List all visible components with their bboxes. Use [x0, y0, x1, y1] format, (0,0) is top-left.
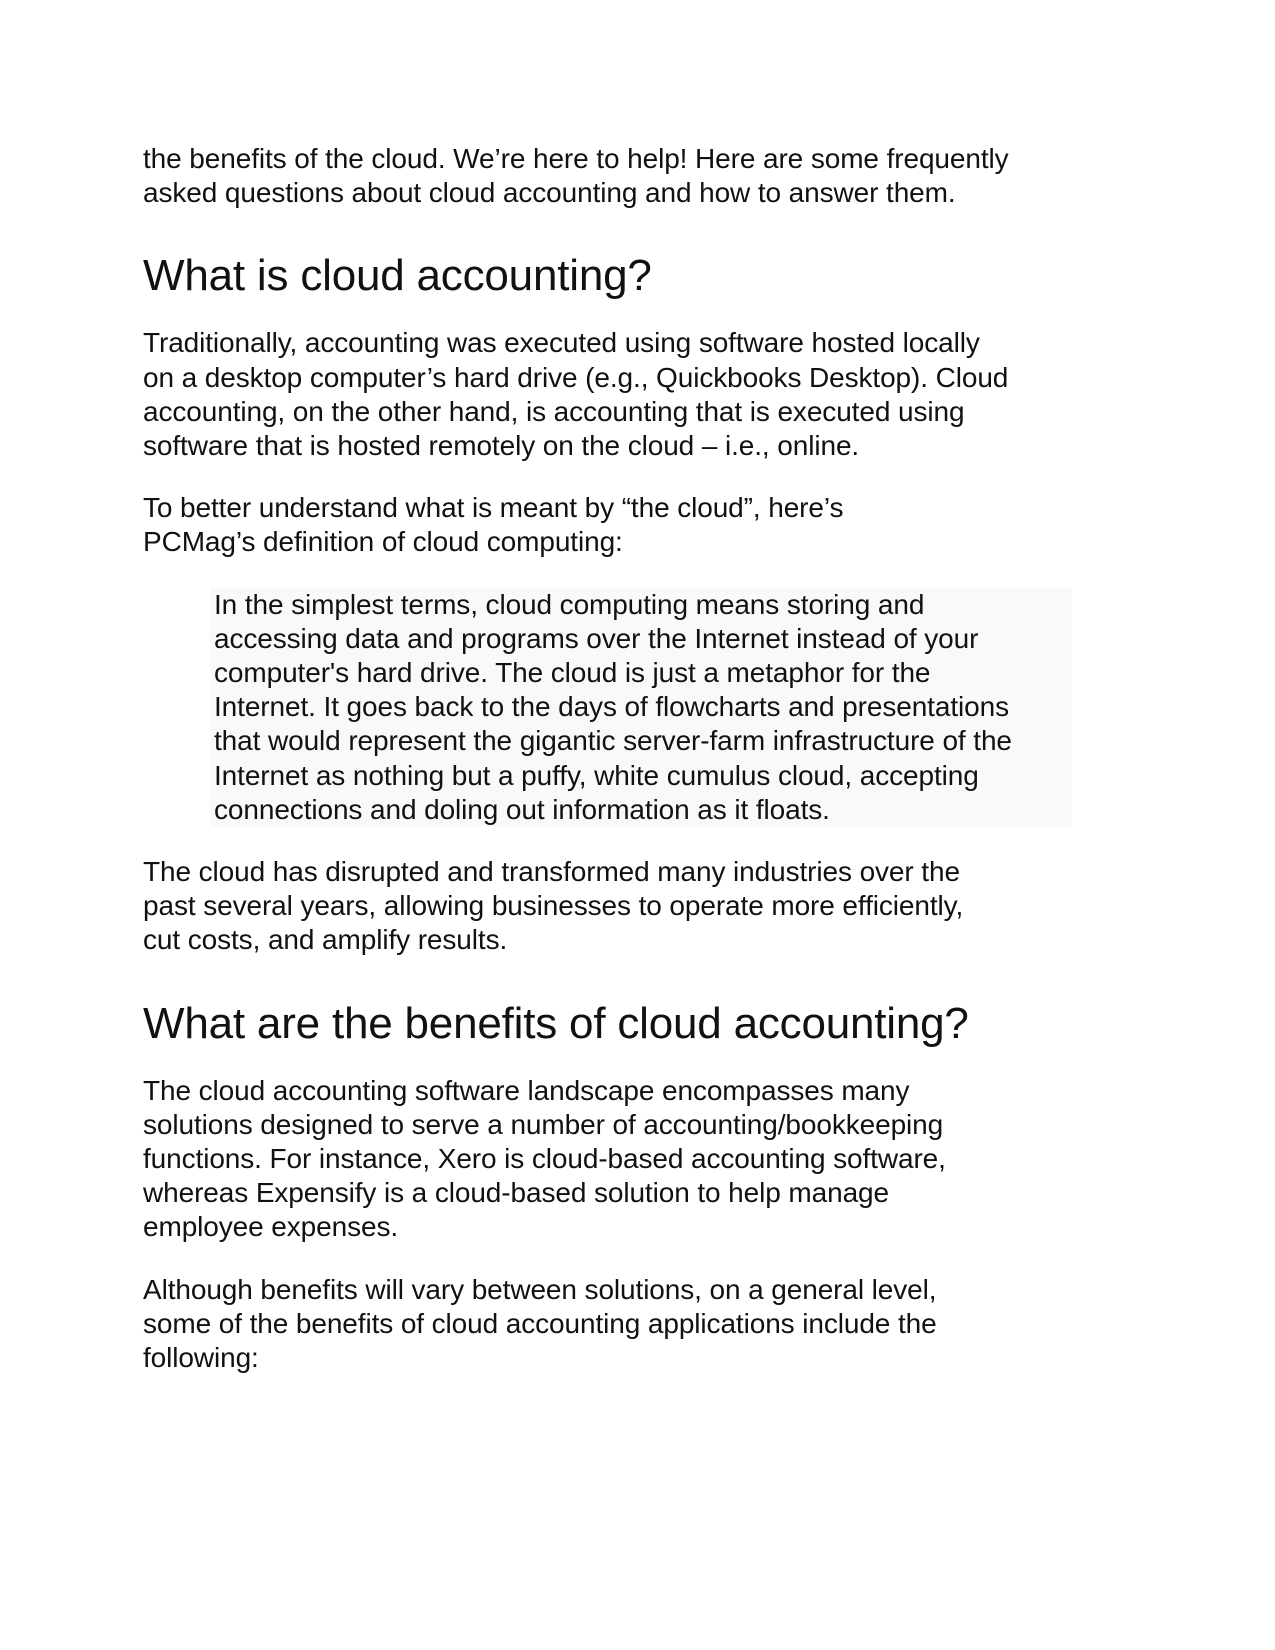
- text-line: solutions designed to serve a number of accounting/bookkeeping: [143, 1108, 944, 1140]
- text-line: employee expenses.: [143, 1211, 399, 1243]
- text-line: that would represent the gigantic server-farm infrastructure of the: [214, 725, 1012, 757]
- paragraph-software-landscape: [143, 1074, 1083, 1245]
- text-line: The cloud accounting software landscape encompasses many: [143, 1074, 910, 1106]
- text-line: In the simplest terms, cloud computing means storing and: [214, 588, 925, 620]
- text-line: whereas Expensify is a cloud-based solution to help manage: [143, 1177, 889, 1209]
- text-line: Internet. It goes back to the days of flowcharts and presentations: [214, 691, 1009, 723]
- text-line: asked questions about cloud accounting and how to answer them.: [143, 177, 956, 209]
- text-line: following:: [143, 1342, 259, 1374]
- text-line: some of the benefits of cloud accounting applications include the: [143, 1307, 937, 1339]
- text-line: Although benefits will vary between solutions, on a general level,: [143, 1273, 937, 1305]
- text-line: accessing data and programs over the Internet instead of your: [214, 622, 979, 654]
- text-line: Internet as nothing but a puffy, white cumulus cloud, accepting: [214, 759, 979, 791]
- text-line: The cloud has disrupted and transformed many industries over the: [143, 856, 960, 888]
- pcmag-definition-blockquote: [210, 588, 1072, 827]
- section-heading-what-is-cloud-accounting: What is cloud accounting?: [143, 251, 652, 301]
- text-line: past several years, allowing businesses to operate more efficiently,: [143, 890, 964, 922]
- section-heading-benefits-of-cloud-accounting: What are the benefits of cloud accounting?: [143, 998, 969, 1048]
- document-page: [143, 142, 1083, 1375]
- paragraph-traditional-accounting: [143, 326, 1083, 463]
- paragraph-benefits-vary: [143, 1273, 1083, 1376]
- text-line: software that is hosted remotely on the cloud – i.e., online.: [143, 430, 860, 462]
- paragraph-pcmag-intro: [143, 491, 1083, 559]
- text-line: accounting, on the other hand, is accounting that is executed using: [143, 395, 965, 427]
- blockquote-text: [214, 588, 1072, 827]
- text-line: the benefits of the cloud. We’re here to help! Here are some frequently: [143, 143, 1009, 174]
- intro-paragraph: [143, 142, 1083, 210]
- text-line: functions. For instance, Xero is cloud-based accounting software,: [143, 1143, 946, 1175]
- text-line: connections and doling out information as it floats.: [214, 793, 830, 825]
- text-line: computer's hard drive. The cloud is just a metaphor for the: [214, 657, 931, 689]
- text-line: cut costs, and amplify results.: [143, 924, 508, 956]
- text-line: PCMag’s definition of cloud computing:: [143, 526, 623, 558]
- text-line: Traditionally, accounting was executed using software hosted locally: [143, 327, 980, 359]
- text-line: To better understand what is meant by “the cloud”, here’s: [143, 492, 844, 524]
- text-line: on a desktop computer’s hard drive (e.g., Quickbooks Desktop). Cloud: [143, 361, 1009, 393]
- paragraph-cloud-disruption: [143, 855, 1083, 958]
